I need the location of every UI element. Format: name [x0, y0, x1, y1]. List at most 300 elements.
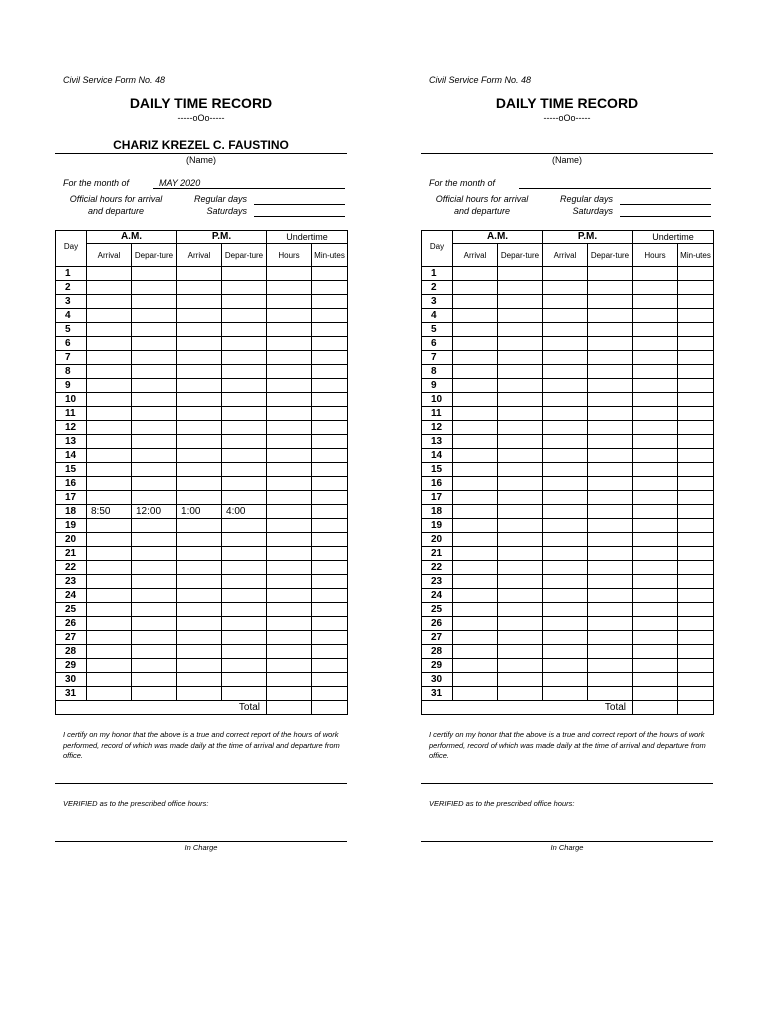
pm-arrival-cell[interactable]	[543, 309, 588, 323]
pm-arrival-cell[interactable]	[543, 351, 588, 365]
am-arrival-cell[interactable]	[87, 673, 132, 687]
hours-cell[interactable]	[267, 505, 312, 519]
minutes-cell[interactable]	[678, 365, 714, 379]
minutes-cell[interactable]	[312, 575, 348, 589]
minutes-cell[interactable]	[678, 519, 714, 533]
pm-departure-cell[interactable]	[588, 645, 633, 659]
am-departure-cell[interactable]	[132, 631, 177, 645]
am-arrival-cell[interactable]	[453, 323, 498, 337]
am-departure-cell[interactable]	[132, 617, 177, 631]
pm-arrival-cell[interactable]	[543, 477, 588, 491]
saturdays-field[interactable]	[254, 216, 345, 217]
pm-arrival-cell[interactable]	[177, 337, 222, 351]
minutes-cell[interactable]	[678, 659, 714, 673]
am-departure-cell[interactable]	[498, 659, 543, 673]
am-departure-cell[interactable]	[498, 645, 543, 659]
pm-arrival-cell[interactable]	[543, 659, 588, 673]
hours-cell[interactable]	[267, 379, 312, 393]
minutes-cell[interactable]	[678, 421, 714, 435]
pm-arrival-cell[interactable]	[543, 617, 588, 631]
hours-cell[interactable]	[267, 575, 312, 589]
am-arrival-cell[interactable]	[87, 575, 132, 589]
am-arrival-cell[interactable]	[453, 673, 498, 687]
am-arrival-cell[interactable]	[453, 687, 498, 701]
pm-departure-cell[interactable]	[588, 351, 633, 365]
minutes-cell[interactable]	[678, 407, 714, 421]
am-arrival-cell[interactable]	[87, 393, 132, 407]
employee-name-field[interactable]	[421, 138, 713, 153]
pm-arrival-cell[interactable]	[177, 463, 222, 477]
am-departure-cell[interactable]	[498, 477, 543, 491]
pm-arrival-cell[interactable]	[177, 547, 222, 561]
pm-arrival-cell[interactable]	[543, 379, 588, 393]
pm-departure-cell[interactable]	[222, 617, 267, 631]
minutes-cell[interactable]	[678, 337, 714, 351]
pm-departure-cell[interactable]: 4:00	[222, 505, 267, 519]
pm-arrival-cell[interactable]	[177, 281, 222, 295]
hours-cell[interactable]	[267, 337, 312, 351]
am-departure-cell[interactable]	[498, 281, 543, 295]
minutes-cell[interactable]	[312, 267, 348, 281]
am-departure-cell[interactable]	[498, 589, 543, 603]
am-arrival-cell[interactable]	[453, 463, 498, 477]
am-arrival-cell[interactable]	[87, 309, 132, 323]
hours-cell[interactable]	[267, 281, 312, 295]
pm-departure-cell[interactable]	[222, 379, 267, 393]
minutes-cell[interactable]	[312, 547, 348, 561]
hours-cell[interactable]	[633, 267, 678, 281]
minutes-cell[interactable]	[678, 393, 714, 407]
minutes-cell[interactable]	[312, 519, 348, 533]
minutes-cell[interactable]	[312, 659, 348, 673]
am-arrival-cell[interactable]	[87, 547, 132, 561]
am-departure-cell[interactable]	[498, 323, 543, 337]
am-departure-cell[interactable]	[132, 561, 177, 575]
am-departure-cell[interactable]	[498, 295, 543, 309]
saturdays-field[interactable]	[620, 216, 711, 217]
am-arrival-cell[interactable]	[87, 491, 132, 505]
am-departure-cell[interactable]	[498, 603, 543, 617]
hours-cell[interactable]	[267, 491, 312, 505]
hours-cell[interactable]	[633, 393, 678, 407]
am-departure-cell[interactable]	[132, 449, 177, 463]
pm-arrival-cell[interactable]	[177, 407, 222, 421]
pm-arrival-cell[interactable]	[177, 519, 222, 533]
am-departure-cell[interactable]	[498, 519, 543, 533]
hours-cell[interactable]	[267, 421, 312, 435]
pm-arrival-cell[interactable]	[543, 589, 588, 603]
am-arrival-cell[interactable]	[87, 561, 132, 575]
pm-arrival-cell[interactable]	[177, 295, 222, 309]
hours-cell[interactable]	[633, 365, 678, 379]
am-departure-cell[interactable]	[132, 351, 177, 365]
pm-departure-cell[interactable]	[588, 589, 633, 603]
hours-cell[interactable]	[267, 323, 312, 337]
pm-departure-cell[interactable]	[222, 463, 267, 477]
hours-cell[interactable]	[633, 575, 678, 589]
pm-departure-cell[interactable]	[588, 561, 633, 575]
am-arrival-cell[interactable]	[87, 337, 132, 351]
hours-cell[interactable]	[267, 603, 312, 617]
pm-departure-cell[interactable]	[588, 575, 633, 589]
hours-cell[interactable]	[633, 323, 678, 337]
pm-departure-cell[interactable]	[222, 659, 267, 673]
minutes-cell[interactable]	[678, 295, 714, 309]
in-charge-signature-line[interactable]	[421, 841, 713, 842]
am-departure-cell[interactable]	[498, 337, 543, 351]
pm-departure-cell[interactable]	[222, 393, 267, 407]
minutes-cell[interactable]	[312, 589, 348, 603]
hours-cell[interactable]	[633, 491, 678, 505]
pm-arrival-cell[interactable]	[543, 603, 588, 617]
am-departure-cell[interactable]	[498, 547, 543, 561]
am-arrival-cell[interactable]	[453, 547, 498, 561]
am-arrival-cell[interactable]	[87, 659, 132, 673]
hours-cell[interactable]	[633, 617, 678, 631]
am-departure-cell[interactable]	[132, 575, 177, 589]
minutes-cell[interactable]	[312, 477, 348, 491]
am-arrival-cell[interactable]	[87, 379, 132, 393]
pm-departure-cell[interactable]	[222, 351, 267, 365]
pm-departure-cell[interactable]	[222, 477, 267, 491]
pm-arrival-cell[interactable]	[177, 323, 222, 337]
am-arrival-cell[interactable]	[453, 659, 498, 673]
hours-cell[interactable]	[633, 519, 678, 533]
am-departure-cell[interactable]	[498, 365, 543, 379]
am-departure-cell[interactable]	[132, 491, 177, 505]
minutes-cell[interactable]	[312, 295, 348, 309]
minutes-cell[interactable]	[312, 687, 348, 701]
pm-arrival-cell[interactable]	[543, 561, 588, 575]
pm-arrival-cell[interactable]	[177, 617, 222, 631]
hours-cell[interactable]	[267, 295, 312, 309]
am-arrival-cell[interactable]	[453, 421, 498, 435]
pm-departure-cell[interactable]	[588, 687, 633, 701]
hours-cell[interactable]	[633, 309, 678, 323]
pm-departure-cell[interactable]	[588, 393, 633, 407]
employee-name-field[interactable]: CHARIZ KREZEL C. FAUSTINO	[113, 138, 289, 152]
am-departure-cell[interactable]	[132, 533, 177, 547]
pm-departure-cell[interactable]	[222, 337, 267, 351]
hours-cell[interactable]	[633, 407, 678, 421]
minutes-cell[interactable]	[678, 505, 714, 519]
minutes-cell[interactable]	[312, 421, 348, 435]
minutes-cell[interactable]	[678, 491, 714, 505]
am-departure-cell[interactable]	[132, 407, 177, 421]
pm-departure-cell[interactable]	[222, 547, 267, 561]
pm-arrival-cell[interactable]	[177, 561, 222, 575]
hours-cell[interactable]	[633, 505, 678, 519]
am-arrival-cell[interactable]	[87, 323, 132, 337]
pm-departure-cell[interactable]	[588, 603, 633, 617]
pm-departure-cell[interactable]	[588, 631, 633, 645]
minutes-cell[interactable]	[678, 617, 714, 631]
minutes-cell[interactable]	[312, 449, 348, 463]
minutes-cell[interactable]	[312, 351, 348, 365]
pm-arrival-cell[interactable]	[177, 351, 222, 365]
minutes-cell[interactable]	[678, 687, 714, 701]
hours-cell[interactable]	[267, 519, 312, 533]
am-departure-cell[interactable]	[132, 673, 177, 687]
hours-cell[interactable]	[267, 407, 312, 421]
in-charge-signature-line[interactable]	[55, 841, 347, 842]
am-arrival-cell[interactable]	[453, 281, 498, 295]
am-departure-cell[interactable]	[132, 547, 177, 561]
am-arrival-cell[interactable]	[87, 281, 132, 295]
pm-departure-cell[interactable]	[222, 561, 267, 575]
pm-arrival-cell[interactable]	[177, 575, 222, 589]
minutes-cell[interactable]	[312, 393, 348, 407]
pm-departure-cell[interactable]	[588, 659, 633, 673]
am-arrival-cell[interactable]	[87, 463, 132, 477]
hours-cell[interactable]	[267, 547, 312, 561]
hours-cell[interactable]	[267, 533, 312, 547]
hours-cell[interactable]	[267, 687, 312, 701]
pm-departure-cell[interactable]	[222, 449, 267, 463]
am-arrival-cell[interactable]	[453, 589, 498, 603]
pm-arrival-cell[interactable]	[543, 435, 588, 449]
hours-cell[interactable]	[633, 561, 678, 575]
pm-arrival-cell[interactable]	[177, 533, 222, 547]
pm-departure-cell[interactable]	[222, 589, 267, 603]
pm-arrival-cell[interactable]	[543, 575, 588, 589]
am-departure-cell[interactable]	[132, 519, 177, 533]
am-departure-cell[interactable]	[132, 463, 177, 477]
pm-arrival-cell[interactable]	[543, 449, 588, 463]
pm-arrival-cell[interactable]	[177, 673, 222, 687]
minutes-cell[interactable]	[678, 267, 714, 281]
pm-arrival-cell[interactable]	[177, 365, 222, 379]
minutes-cell[interactable]	[678, 561, 714, 575]
am-departure-cell[interactable]	[498, 435, 543, 449]
pm-departure-cell[interactable]	[588, 477, 633, 491]
minutes-cell[interactable]	[312, 631, 348, 645]
pm-departure-cell[interactable]	[222, 687, 267, 701]
pm-departure-cell[interactable]	[222, 673, 267, 687]
pm-departure-cell[interactable]	[222, 519, 267, 533]
pm-departure-cell[interactable]	[588, 379, 633, 393]
am-departure-cell[interactable]	[498, 393, 543, 407]
hours-cell[interactable]	[633, 351, 678, 365]
am-departure-cell[interactable]	[498, 533, 543, 547]
pm-departure-cell[interactable]	[588, 365, 633, 379]
pm-departure-cell[interactable]	[222, 491, 267, 505]
pm-arrival-cell[interactable]	[177, 631, 222, 645]
minutes-cell[interactable]	[678, 547, 714, 561]
am-arrival-cell[interactable]	[87, 519, 132, 533]
am-arrival-cell[interactable]	[87, 421, 132, 435]
hours-cell[interactable]	[267, 589, 312, 603]
am-departure-cell[interactable]	[132, 687, 177, 701]
minutes-cell[interactable]	[312, 323, 348, 337]
pm-arrival-cell[interactable]	[543, 631, 588, 645]
hours-cell[interactable]	[633, 659, 678, 673]
hours-cell[interactable]	[267, 435, 312, 449]
pm-departure-cell[interactable]	[222, 407, 267, 421]
am-arrival-cell[interactable]	[453, 435, 498, 449]
pm-departure-cell[interactable]	[588, 323, 633, 337]
am-arrival-cell[interactable]	[453, 267, 498, 281]
am-departure-cell[interactable]	[132, 603, 177, 617]
pm-arrival-cell[interactable]	[543, 393, 588, 407]
minutes-cell[interactable]	[312, 491, 348, 505]
pm-departure-cell[interactable]	[588, 673, 633, 687]
am-departure-cell[interactable]	[498, 309, 543, 323]
minutes-cell[interactable]	[678, 435, 714, 449]
am-arrival-cell[interactable]	[453, 631, 498, 645]
hours-cell[interactable]	[633, 379, 678, 393]
am-departure-cell[interactable]	[498, 421, 543, 435]
hours-cell[interactable]	[267, 267, 312, 281]
hours-cell[interactable]	[267, 659, 312, 673]
minutes-cell[interactable]	[312, 379, 348, 393]
minutes-cell[interactable]	[312, 533, 348, 547]
pm-departure-cell[interactable]	[222, 323, 267, 337]
am-departure-cell[interactable]	[498, 505, 543, 519]
pm-departure-cell[interactable]	[588, 449, 633, 463]
pm-departure-cell[interactable]	[588, 463, 633, 477]
minutes-cell[interactable]	[312, 603, 348, 617]
pm-departure-cell[interactable]	[222, 421, 267, 435]
am-arrival-cell[interactable]	[87, 533, 132, 547]
am-arrival-cell[interactable]	[453, 393, 498, 407]
minutes-cell[interactable]	[678, 533, 714, 547]
am-departure-cell[interactable]	[498, 491, 543, 505]
pm-arrival-cell[interactable]	[543, 463, 588, 477]
pm-arrival-cell[interactable]	[543, 519, 588, 533]
hours-cell[interactable]	[633, 631, 678, 645]
pm-arrival-cell[interactable]	[543, 281, 588, 295]
total-hours-cell[interactable]	[267, 701, 312, 715]
am-departure-cell[interactable]	[498, 631, 543, 645]
hours-cell[interactable]	[267, 631, 312, 645]
hours-cell[interactable]	[267, 673, 312, 687]
am-arrival-cell[interactable]	[87, 365, 132, 379]
pm-departure-cell[interactable]	[588, 421, 633, 435]
minutes-cell[interactable]	[678, 575, 714, 589]
am-departure-cell[interactable]: 12:00	[132, 505, 177, 519]
am-departure-cell[interactable]	[132, 309, 177, 323]
am-arrival-cell[interactable]	[453, 519, 498, 533]
pm-departure-cell[interactable]	[222, 309, 267, 323]
month-field[interactable]	[519, 178, 711, 189]
total-minutes-cell[interactable]	[678, 701, 714, 715]
pm-arrival-cell[interactable]	[177, 603, 222, 617]
pm-departure-cell[interactable]	[588, 337, 633, 351]
am-departure-cell[interactable]	[498, 351, 543, 365]
hours-cell[interactable]	[633, 645, 678, 659]
minutes-cell[interactable]	[678, 631, 714, 645]
hours-cell[interactable]	[633, 295, 678, 309]
pm-departure-cell[interactable]	[222, 645, 267, 659]
hours-cell[interactable]	[633, 547, 678, 561]
pm-departure-cell[interactable]	[222, 365, 267, 379]
pm-arrival-cell[interactable]	[543, 645, 588, 659]
pm-departure-cell[interactable]	[588, 267, 633, 281]
pm-departure-cell[interactable]	[222, 533, 267, 547]
am-arrival-cell[interactable]	[87, 687, 132, 701]
hours-cell[interactable]	[633, 533, 678, 547]
am-departure-cell[interactable]	[498, 617, 543, 631]
am-arrival-cell[interactable]	[453, 603, 498, 617]
hours-cell[interactable]	[267, 449, 312, 463]
am-arrival-cell[interactable]	[453, 379, 498, 393]
am-departure-cell[interactable]	[132, 379, 177, 393]
minutes-cell[interactable]	[312, 505, 348, 519]
minutes-cell[interactable]	[312, 673, 348, 687]
pm-arrival-cell[interactable]	[543, 687, 588, 701]
pm-arrival-cell[interactable]	[177, 309, 222, 323]
minutes-cell[interactable]	[678, 379, 714, 393]
hours-cell[interactable]	[267, 463, 312, 477]
am-departure-cell[interactable]	[498, 687, 543, 701]
minutes-cell[interactable]	[678, 589, 714, 603]
pm-departure-cell[interactable]	[588, 505, 633, 519]
hours-cell[interactable]	[633, 463, 678, 477]
am-departure-cell[interactable]	[498, 449, 543, 463]
am-arrival-cell[interactable]	[87, 435, 132, 449]
pm-departure-cell[interactable]	[588, 519, 633, 533]
pm-departure-cell[interactable]	[588, 309, 633, 323]
minutes-cell[interactable]	[678, 309, 714, 323]
hours-cell[interactable]	[267, 351, 312, 365]
am-arrival-cell[interactable]	[453, 491, 498, 505]
am-departure-cell[interactable]	[132, 281, 177, 295]
pm-arrival-cell[interactable]	[543, 491, 588, 505]
am-arrival-cell[interactable]	[453, 449, 498, 463]
am-arrival-cell[interactable]	[87, 351, 132, 365]
pm-departure-cell[interactable]	[222, 295, 267, 309]
am-arrival-cell[interactable]	[87, 449, 132, 463]
minutes-cell[interactable]	[312, 309, 348, 323]
am-arrival-cell[interactable]	[453, 477, 498, 491]
minutes-cell[interactable]	[312, 435, 348, 449]
month-field[interactable]: MAY 2020	[153, 178, 345, 189]
pm-departure-cell[interactable]	[588, 295, 633, 309]
hours-cell[interactable]	[633, 673, 678, 687]
am-arrival-cell[interactable]	[453, 575, 498, 589]
am-departure-cell[interactable]	[132, 267, 177, 281]
regular-days-field[interactable]	[254, 204, 345, 205]
total-hours-cell[interactable]	[633, 701, 678, 715]
am-departure-cell[interactable]	[132, 477, 177, 491]
minutes-cell[interactable]	[312, 365, 348, 379]
am-departure-cell[interactable]	[498, 267, 543, 281]
minutes-cell[interactable]	[678, 673, 714, 687]
hours-cell[interactable]	[267, 561, 312, 575]
am-departure-cell[interactable]	[132, 659, 177, 673]
pm-departure-cell[interactable]	[222, 603, 267, 617]
am-arrival-cell[interactable]	[453, 295, 498, 309]
pm-arrival-cell[interactable]	[543, 421, 588, 435]
am-departure-cell[interactable]	[132, 337, 177, 351]
am-arrival-cell[interactable]	[87, 617, 132, 631]
am-arrival-cell[interactable]	[453, 365, 498, 379]
am-departure-cell[interactable]	[498, 407, 543, 421]
am-departure-cell[interactable]	[132, 365, 177, 379]
pm-departure-cell[interactable]	[222, 575, 267, 589]
pm-departure-cell[interactable]	[588, 435, 633, 449]
minutes-cell[interactable]	[312, 561, 348, 575]
pm-arrival-cell[interactable]	[543, 295, 588, 309]
am-arrival-cell[interactable]	[453, 533, 498, 547]
am-arrival-cell[interactable]	[87, 645, 132, 659]
minutes-cell[interactable]	[678, 603, 714, 617]
pm-arrival-cell[interactable]	[177, 393, 222, 407]
pm-arrival-cell[interactable]	[543, 407, 588, 421]
hours-cell[interactable]	[633, 477, 678, 491]
hours-cell[interactable]	[633, 281, 678, 295]
